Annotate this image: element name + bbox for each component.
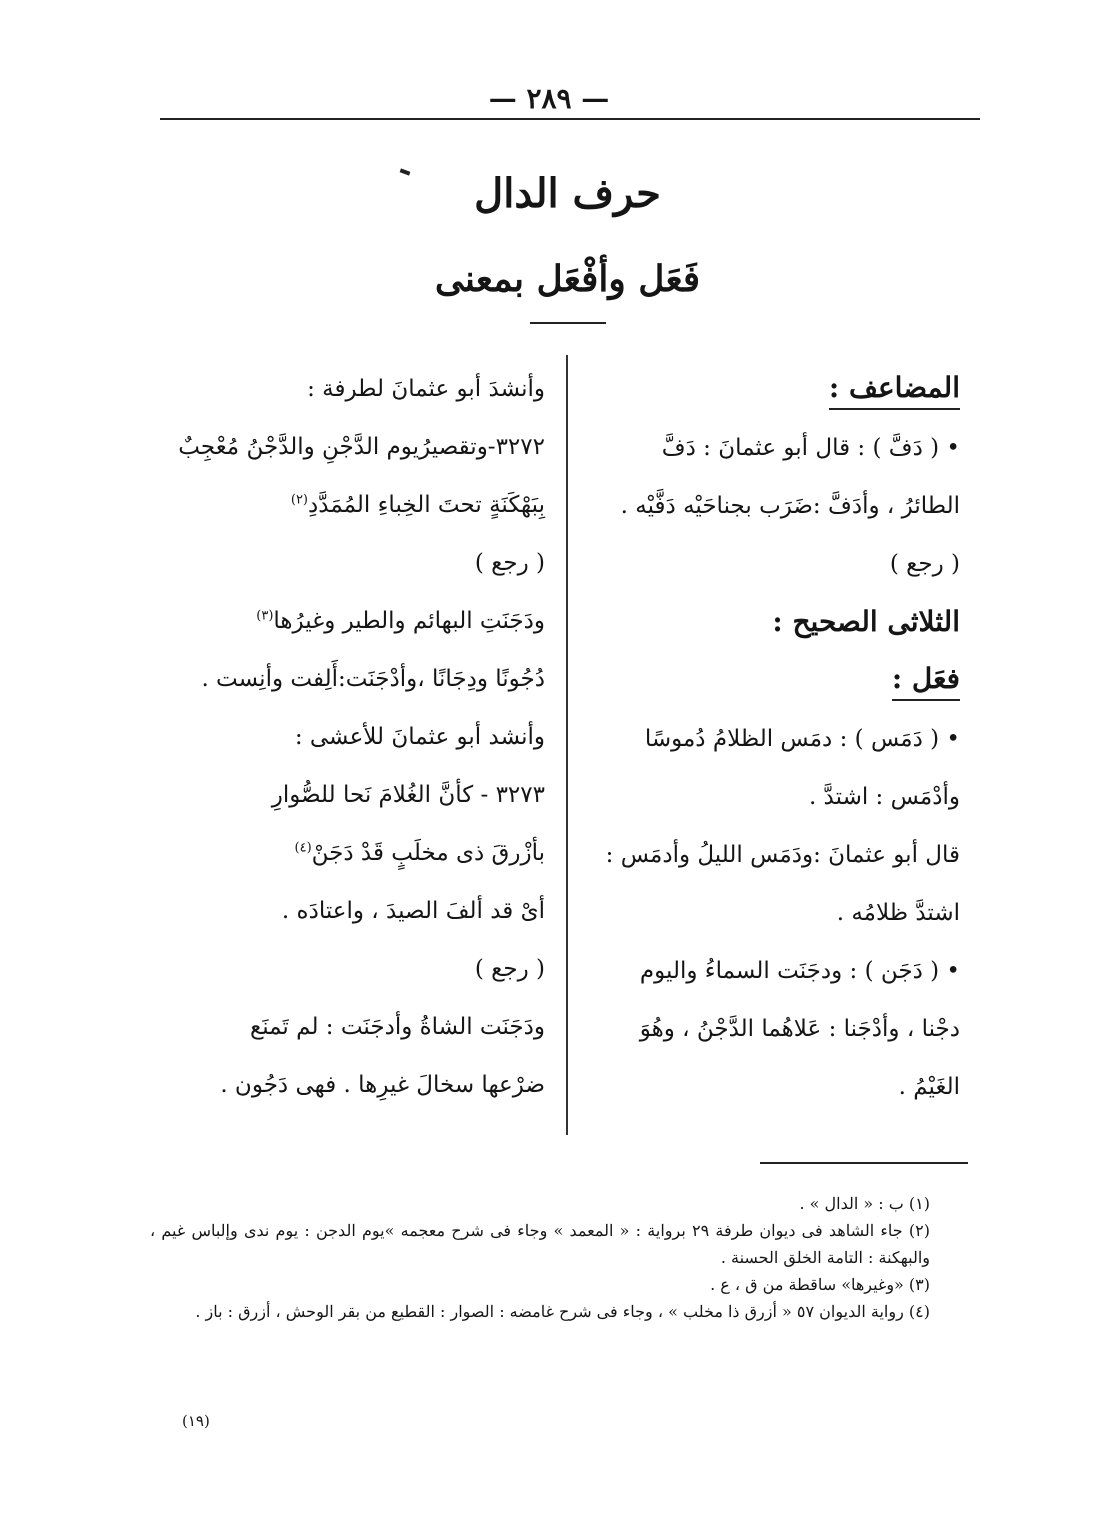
page-number: — ٢٨٩ — <box>488 82 610 115</box>
column-divider <box>566 355 568 1135</box>
right-column <box>585 360 960 1116</box>
footnote-marker-4: (٤) <box>294 840 312 856</box>
entry-daff-line1: • ( دَفَّ ) : قال أبو عثمانَ : دَفَّ <box>661 435 960 461</box>
shat-line2: ضرْعها سخالَ غيرِها . فهى دَجُون . <box>220 1072 545 1098</box>
verse-3273-b: بأزْرقَ ذى مخلَبٍ قَدْ دَجَنْ <box>311 840 545 866</box>
verse-3272-b: بِبَهْكَنَةٍ تحتَ الخِباءِ المُمَدَّدِ <box>308 492 545 518</box>
footnote-marker-3: (٣) <box>256 608 274 624</box>
left-column <box>160 360 545 1114</box>
ref-rajaa-2: ( رجع ) <box>474 956 545 982</box>
explanation-line: أىْ قد ألفَ الصيدَ ، واعتادَه . <box>281 898 545 924</box>
entry-dajan-line2: دجْنا ، وأدْجَنا : عَلاهُما الدَّجْنُ ، وهُوَ <box>639 1016 960 1042</box>
shat-line1: ودَجَنَت الشاةُ وأدجَنَت : لم تَمنَع <box>249 1014 545 1040</box>
quote-intro-tarafa: وأنشدَ أبو عثمانَ لطرفة : <box>307 376 545 402</box>
footnote-marker-2: (٢) <box>290 492 308 508</box>
section-title: فَعَل وأفْعَل بمعنى <box>434 258 701 300</box>
title-rule <box>530 322 606 324</box>
signature-mark: (١٩) <box>182 1412 210 1430</box>
footnote-1: (١) ب : « الدال » . <box>799 1194 930 1213</box>
footnotes <box>150 1190 930 1325</box>
quote-intro-aasha: وأنشد أبو عثمانَ للأعشى : <box>294 724 545 750</box>
entry-damas-line2: وأدْمَس : اشتدَّ . <box>808 784 960 810</box>
entry-damas-line4: اشتدَّ ظلامُه . <box>836 900 960 926</box>
heading-mudaaf: المضاعف : <box>829 368 960 410</box>
entry-damas-line1: • ( دَمَس ) : دمَس الظلامُ دُموسًا <box>644 726 960 752</box>
entry-dajan-line3: الغَيْمُ . <box>898 1074 960 1100</box>
footnote-2: (٢) جاء الشاهد فى ديوان طرفة ٢٩ برواية : « المعمد » وجاء فى شرح معجمه »يوم الدجن : يوم ندى وإلباس غيم ، والبهكنة : التامة الخلق الحسنة . <box>150 1221 930 1267</box>
heading-thulathi: الثلاثى الصحيح : <box>772 605 960 638</box>
footnote-rule <box>760 1162 968 1164</box>
heading-faal: فعَل : <box>892 659 960 701</box>
dajanat-line: ودَجَنَتِ البهائم والطير وغيرُها <box>273 608 545 634</box>
verse-3272-a: ٣٢٧٢-وتقصيرُيوم الدَّجْنِ والدَّجْنُ مُعْجِبٌ <box>178 434 545 460</box>
chapter-title: حرف الدال <box>474 170 661 217</box>
entry-daff-ref: ( رجع ) <box>889 551 960 577</box>
dujunan-line: دُجُونًا ودِجَانًا ،وأدْجَنَت:أَلِفت وأنِست . <box>201 666 545 692</box>
ref-rajaa-1: ( رجع ) <box>474 550 545 576</box>
footnote-4: (٤) رواية الديوان ٥٧ « أزرق ذا مخلب » ، وجاء فى شرح غامضه : الصوار : القطيع من بقر الوحش ، أزرق : باز . <box>195 1302 930 1321</box>
header-rule <box>160 118 980 120</box>
entry-damas-line3: قال أبو عثمانَ :ودَمَس الليلُ وأدمَس : <box>605 842 960 868</box>
footnote-3: (٣) «وغيرها» ساقطة من ق ، ع . <box>710 1275 930 1294</box>
verse-3273-a: ٣٢٧٣ - كأنَّ الغُلامَ نَحا للصُّوارِ <box>271 782 545 808</box>
entry-daff-line2: الطائرُ ، وأدَفَّ :ضَرَب بجناحَيْه دَفَّيْه . <box>620 493 960 519</box>
entry-dajan-line1: • ( دَجَن ) : ودجَنَت السماءُ واليوم <box>639 958 960 984</box>
